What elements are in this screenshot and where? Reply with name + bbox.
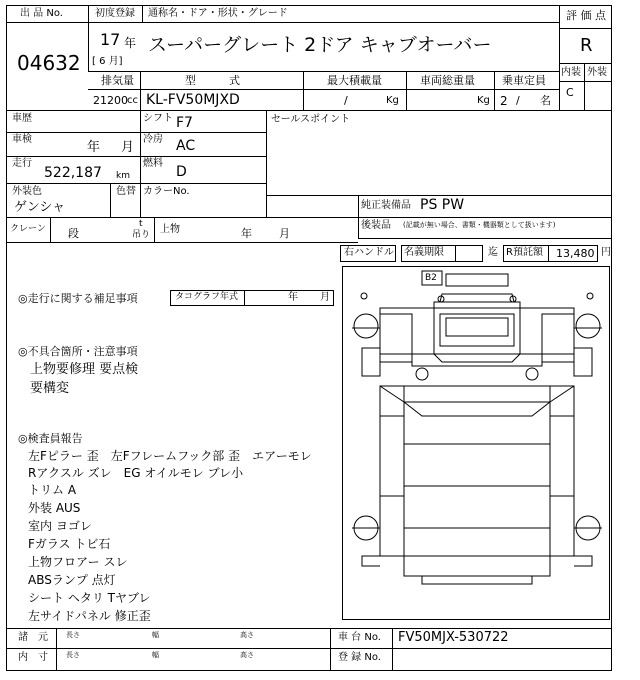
width-label-2: 幅	[152, 651, 159, 659]
model-label: 通称名・ドア・形状・グレード	[148, 8, 288, 19]
crane-label: クレーン	[10, 224, 46, 234]
driving-notes-title: ◎走行に関する補足事項	[18, 292, 138, 305]
capacity-unit: 名	[540, 94, 551, 107]
height-label-1: 高さ	[240, 631, 254, 639]
length-label-1: 長さ	[66, 631, 80, 639]
deadline-suffix: 迄	[488, 247, 498, 258]
first-reg-label: 初度登録	[95, 8, 135, 19]
capacity-sep: /	[516, 94, 520, 107]
mileage-value: 522,187	[44, 165, 102, 181]
genuine-value: PS PW	[420, 197, 465, 213]
tachograph-month-unit: 月	[320, 292, 330, 303]
inspection-month-unit: 月	[121, 140, 135, 155]
mileage-label: 走行	[12, 158, 32, 169]
interior-dims-label: 内 寸	[18, 652, 48, 663]
inspector-line-8: ABSランプ 点灯	[28, 573, 116, 587]
lot-no-label: 出 品 No.	[20, 8, 63, 19]
score-value: R	[580, 35, 593, 56]
upper-month-unit: 月	[279, 227, 290, 240]
crane-ton: t	[139, 219, 143, 229]
rhd-label: 右ハンドル	[344, 247, 394, 258]
height-label-2: 高さ	[240, 651, 254, 659]
interior-grade: C	[566, 86, 574, 99]
type-label: 型 式	[185, 74, 240, 87]
crane-stage: 段	[68, 227, 79, 240]
interior-label: 内装	[561, 67, 581, 78]
reg-month: [ 6 月]	[92, 56, 123, 67]
chassis-label: 車 台 No.	[338, 632, 381, 643]
max-load-label: 最大積載量	[327, 74, 382, 87]
defect-line-2: 要構変	[30, 381, 70, 396]
name-deadline-label: 名義期限	[404, 247, 444, 258]
crane-hoist: 吊り	[132, 230, 151, 240]
inspector-line-9: シート ヘタリ Tヤブレ	[28, 591, 151, 605]
displacement-label: 排気量	[101, 74, 134, 87]
dims-label: 諸 元	[18, 632, 48, 643]
score-label: 評 価 点	[566, 9, 606, 22]
defect-line-1: 上物要修理 要点検	[30, 362, 139, 377]
inspector-line-7: 上物フロアー スレ	[28, 555, 128, 569]
recycle-label: R預託額	[506, 247, 543, 258]
aircon-label: 冷房	[143, 134, 163, 145]
inspector-line-10: 左サイドパネル 修正歪	[28, 609, 151, 623]
gvw-kg: Kg	[477, 95, 490, 106]
inspector-line-1: 左Fピラー 歪 左Fフレームフック部 歪 エアーモレ	[28, 449, 312, 463]
inspector-line-6: Fガラス トビ石	[28, 537, 111, 551]
displacement-unit: cc	[127, 95, 138, 106]
selling-points-label: セールスポイント	[271, 114, 351, 125]
aftermarket-label: 後装品	[361, 220, 391, 231]
reg-year-unit: 年	[124, 36, 137, 50]
capacity-value: 2	[500, 94, 508, 108]
upper-year-unit: 年	[241, 227, 252, 240]
color-value: ゲンシャ	[14, 200, 66, 215]
length-label-2: 長さ	[66, 651, 80, 659]
exterior-label: 外装	[587, 67, 607, 78]
inspection-label: 車検	[12, 134, 32, 145]
inspector-line-2: Rアクスル ズレ EG オイルモレ ブレ小	[28, 466, 244, 480]
truck-diagram	[342, 266, 610, 620]
shift-value: F7	[176, 115, 193, 131]
history-label: 車歴	[12, 113, 32, 124]
tachograph-label: タコグラフ年式	[175, 292, 239, 302]
inspector-line-5: 室内 ヨゴレ	[28, 519, 92, 533]
recycle-amount: 13,480	[556, 247, 595, 260]
car-name: スーパーグレート 2ドア キャブオーバー	[148, 34, 492, 56]
color-code-label: カラーNo.	[143, 186, 190, 197]
color-label: 外装色	[12, 186, 42, 197]
max-load-sep: /	[344, 94, 348, 107]
chassis-number: FV50MJX-530722	[398, 630, 509, 645]
width-label-1: 幅	[152, 631, 159, 639]
genuine-label: 純正装備品	[361, 200, 411, 211]
upper-label: 上物	[160, 224, 180, 235]
inspector-title: ◎検査員報告	[18, 432, 83, 445]
mileage-unit: km	[116, 171, 130, 181]
aftermarket-note: (記載が無い場合、書類・機器類として扱います)	[403, 221, 556, 229]
reg-year: 17	[100, 30, 121, 49]
fuel-value: D	[176, 164, 187, 180]
recycle-yen: 円	[601, 247, 611, 258]
shift-label: シフト	[143, 113, 173, 124]
model-code: KL-FV50MJXD	[146, 92, 240, 108]
inspector-line-4: 外装 AUS	[28, 501, 81, 515]
lot-number: 04632	[17, 51, 81, 75]
color-no-label: 色替	[116, 186, 136, 197]
fuel-label: 燃料	[143, 158, 163, 169]
defects-title: ◎不具合箇所・注意事項	[18, 345, 138, 358]
displacement-value: 21200	[93, 94, 128, 107]
tachograph-year-unit: 年	[288, 292, 298, 303]
reg-no-label: 登 録 No.	[338, 652, 381, 663]
max-load-kg: Kg	[386, 95, 399, 106]
damage-marker-b2: B2	[425, 273, 437, 283]
inspection-year-unit: 年	[87, 140, 101, 155]
aircon-value: AC	[176, 138, 196, 154]
capacity-label: 乗車定員	[502, 74, 546, 87]
gvw-label: 車両総重量	[420, 74, 475, 87]
inspector-line-3: トリム A	[28, 483, 77, 497]
